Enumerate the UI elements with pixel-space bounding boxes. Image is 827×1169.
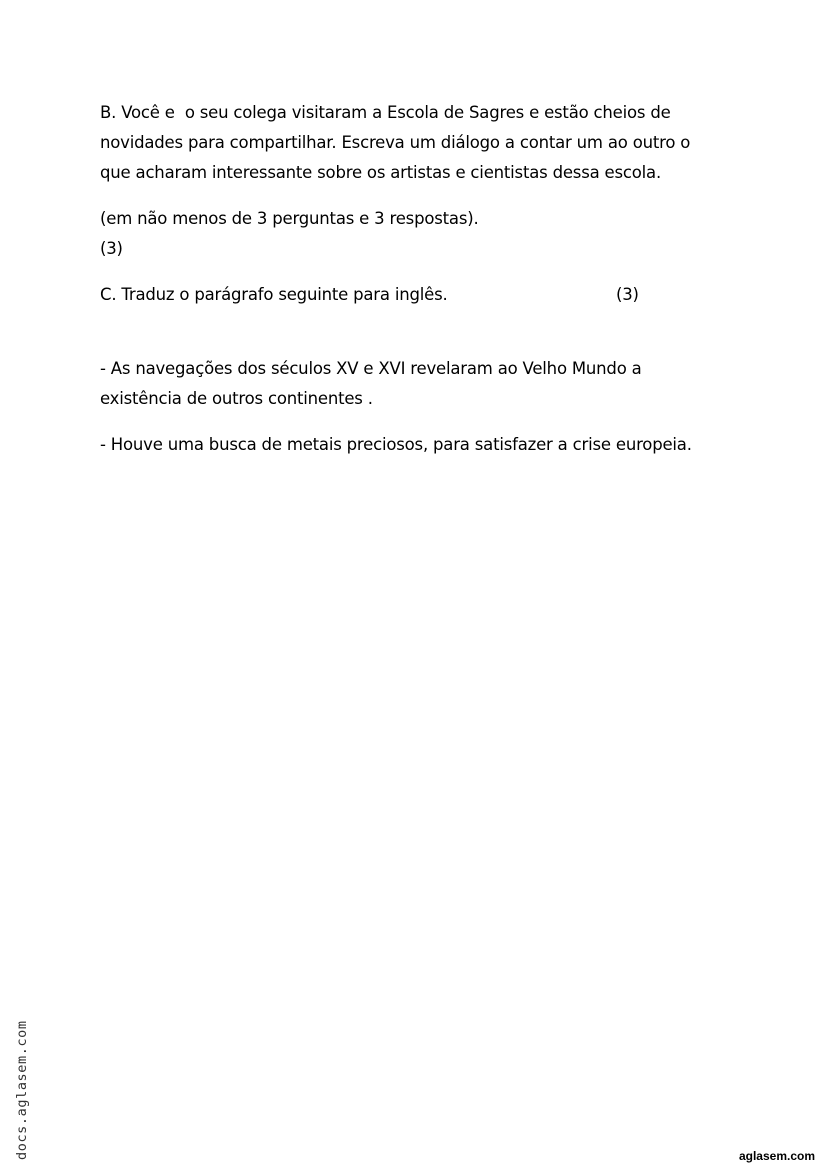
document-content	[100, 98, 740, 460]
question-b-line-3: que acharam interessante sobre os artistas e cientistas dessa escola.	[100, 163, 662, 182]
question-c-marks: (3)	[616, 285, 639, 304]
question-c-prompt: C. Traduz o parágrafo seguinte para inglês.	[100, 285, 448, 304]
question-b-marks: (3)	[100, 239, 123, 258]
translation-paragraph-1-line-2: existência de outros continentes .	[100, 389, 373, 408]
question-b-instruction: (em não menos de 3 perguntas e 3 respostas).	[100, 209, 479, 228]
footer-brand: aglasem.com	[738, 1149, 815, 1163]
question-b-line-2: novidades para compartilhar. Escreva um diálogo a contar um ao outro o	[100, 133, 691, 152]
question-b	[100, 98, 740, 264]
question-c	[100, 280, 740, 460]
side-watermark: docs.aglasem.com	[14, 1020, 30, 1160]
question-c-row	[100, 280, 740, 310]
translation-paragraph-1-line-1: - As navegações dos séculos XV e XVI revelaram ao Velho Mundo a	[100, 359, 642, 378]
translation-paragraph-2: - Houve uma busca de metais preciosos, para satisfazer a crise europeia.	[100, 435, 692, 454]
question-b-line-1: B. Você e o seu colega visitaram a Escola de Sagres e estão cheios de	[100, 103, 671, 122]
